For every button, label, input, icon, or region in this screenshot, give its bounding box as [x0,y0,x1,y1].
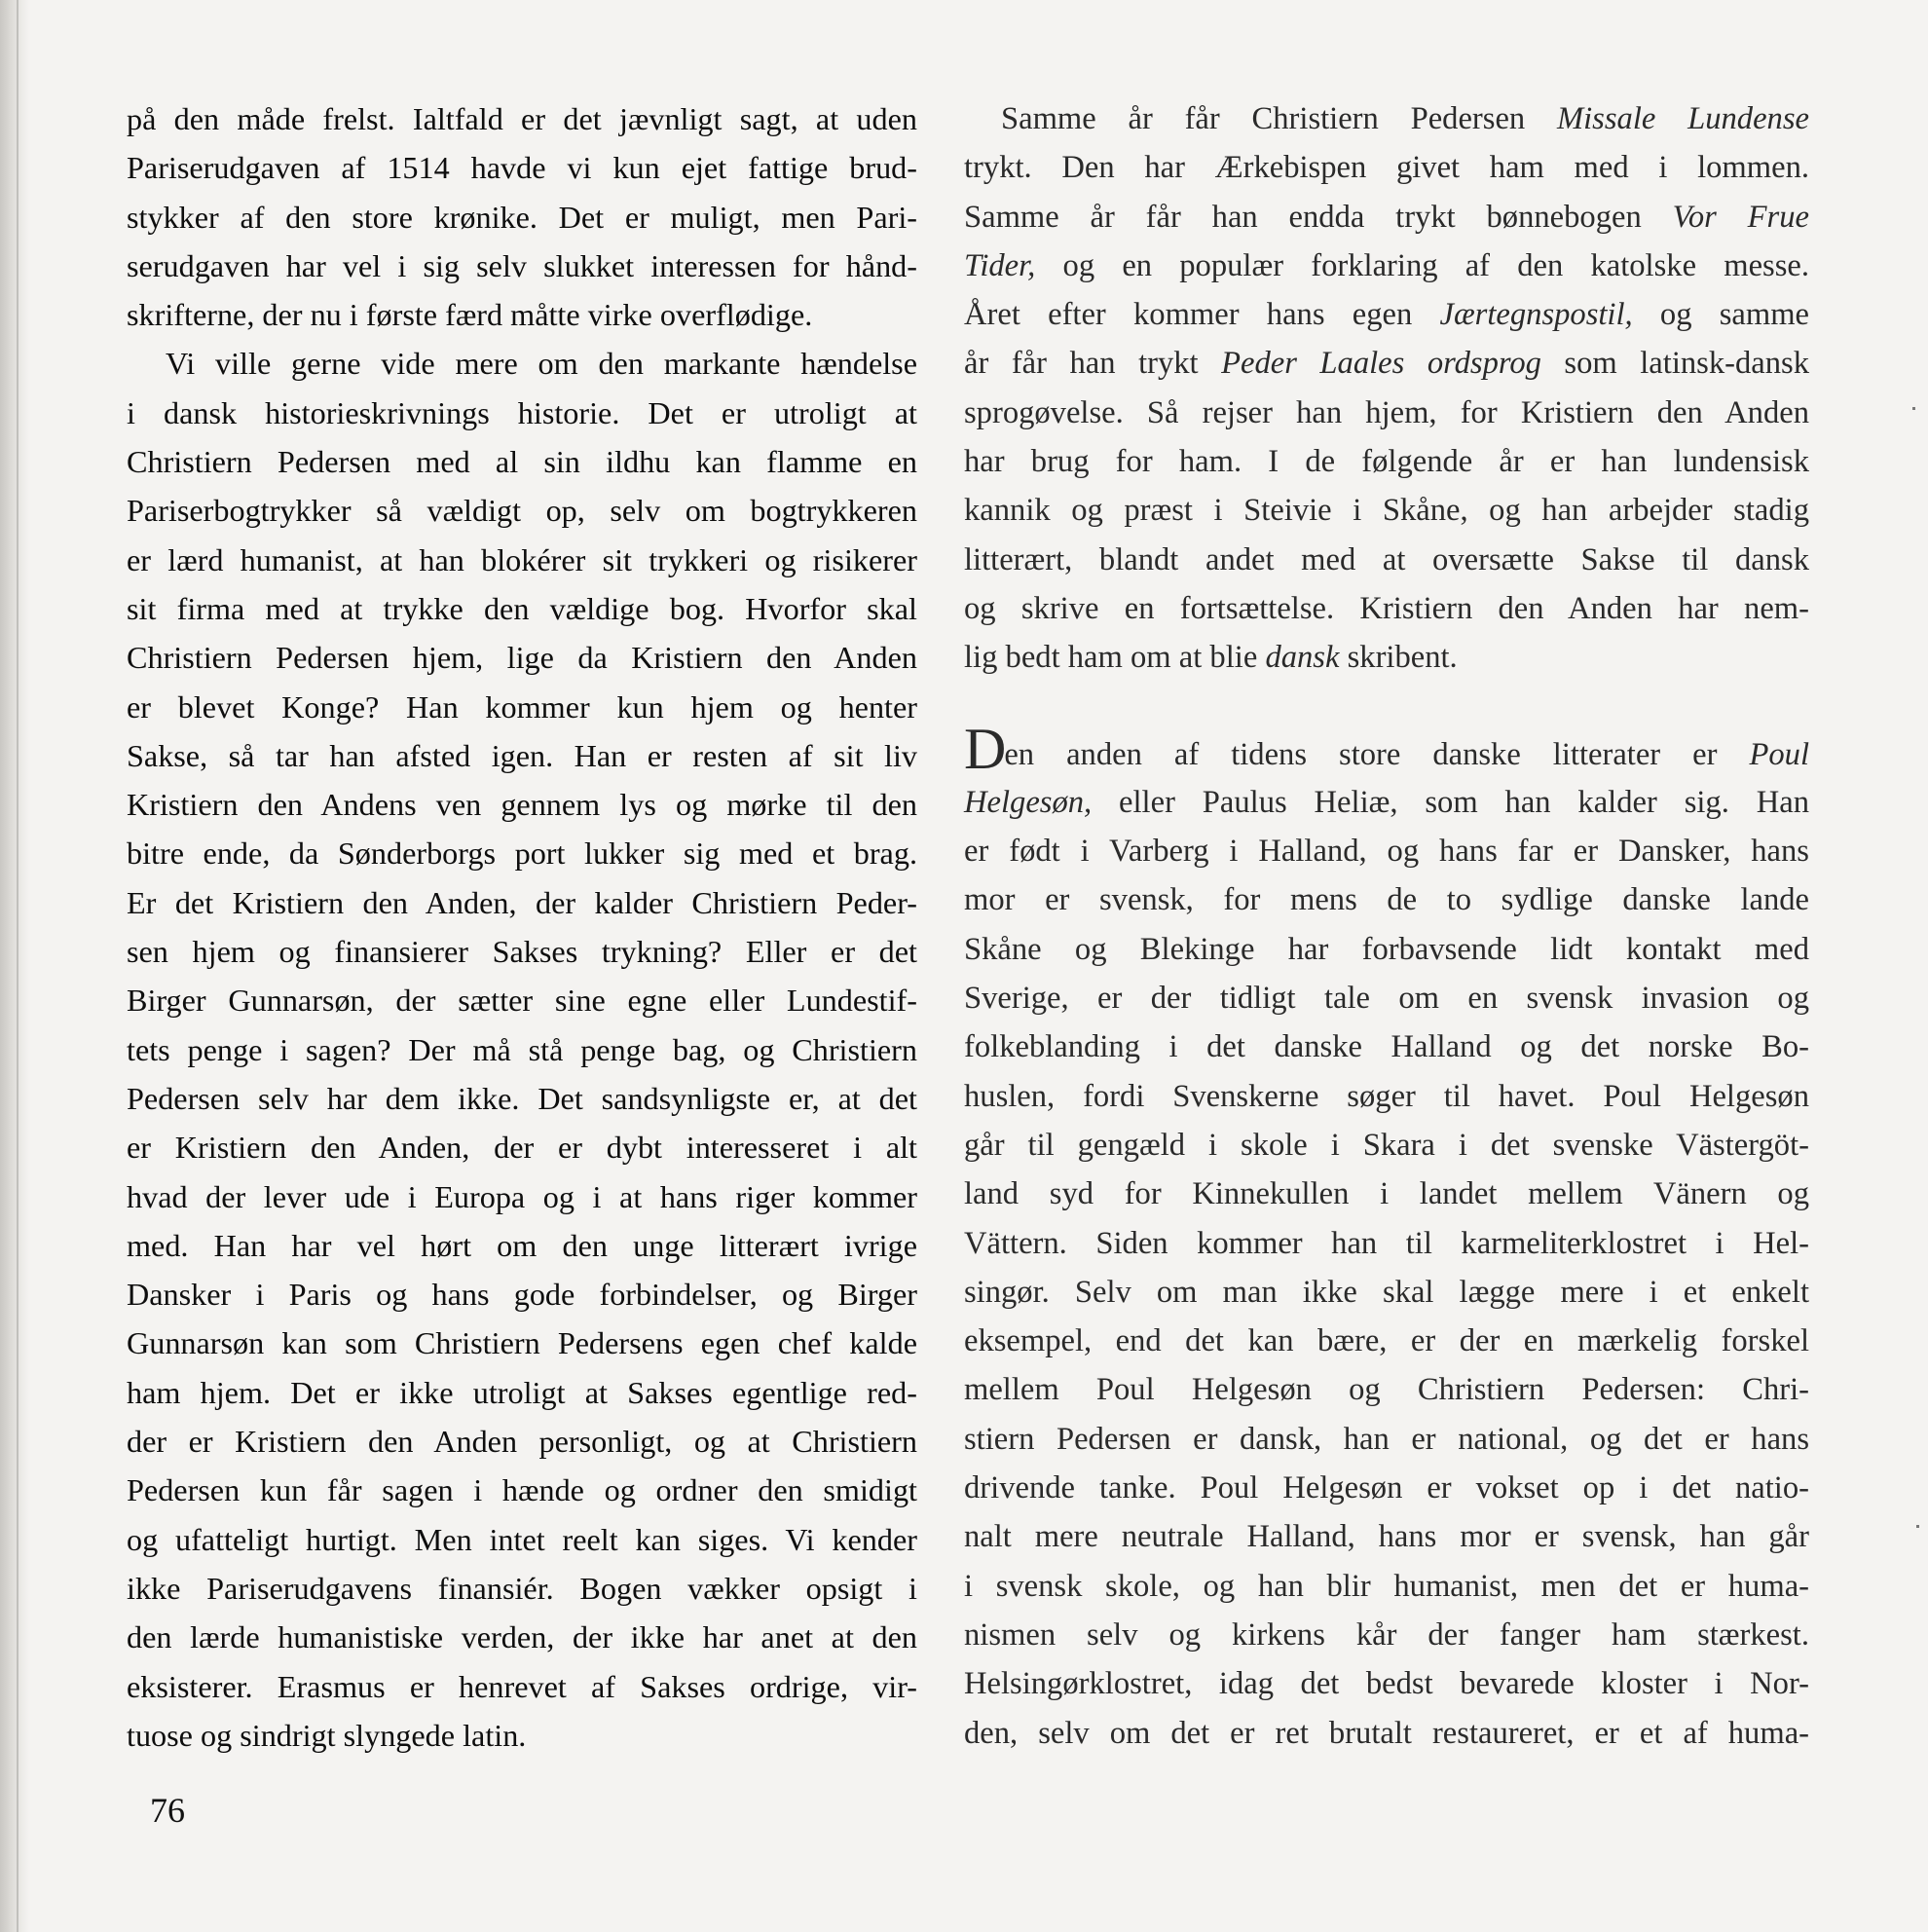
section-gap [964,683,1809,729]
text-line: på den måde frelst. Ialtfald er det jævnligt sagt, at uden [127,101,917,136]
text-line: sen hjem og finansierer Sakses trykning? Eller er det [127,934,917,970]
left-column-lines [127,94,917,1760]
book-spine-line [17,0,19,1932]
text-line: skrifterne, der nu i første færd måtte virke overflødige. [127,297,813,333]
text-line: Kristiern den Andens ven gennem lys og mørke til den [127,787,917,823]
book-gutter-shadow [0,0,29,1932]
text-line: Pedersen selv har dem ikke. Det sandsynligste er, at det [127,1080,917,1116]
text-line: Sverige, er der tidligt tale om en svensk invasion og [964,981,1809,1017]
text-line: nalt mere neutrale Halland, hans mor er svensk, han går [964,1519,1809,1555]
text-line: den lærde humanistiske verden, der ikke har anet at den [127,1619,917,1655]
text-line: i dansk historieskrivnings historie. Det er utroligt at [127,394,917,430]
text-line: er lærd humanist, at han blokérer sit trykkeri og risikerer [127,541,917,577]
text-line: tets penge i sagen? Der må stå penge bag, og Christiern [127,1031,917,1067]
text-line: Pariserbogtrykker så vældigt op, selv om bogtrykkeren [127,493,917,529]
text-line: mor er svensk, for mens de to sydlige danske lande [964,882,1809,918]
text-line: i svensk skole, og han blir humanist, men det er huma- [964,1568,1809,1604]
text-line: er Kristiern den Anden, der er dybt interesseret i alt [127,1130,917,1166]
text-line: der er Kristiern den Anden personligt, og at Christiern [127,1424,917,1460]
text-line: drivende tanke. Poul Helgesøn er vokset op i det natio- [964,1470,1809,1506]
text-line: er blevet Konge? Han kommer kun hjem og henter [127,688,917,724]
text-line: hvad der lever ude i Europa og i at hans riger kommer [127,1178,917,1214]
text-line: ham hjem. Det er ikke utroligt at Sakses egentlige red- [127,1374,917,1410]
text-line: litterært, blandt andet med at oversætte Sakse til dansk [964,541,1809,577]
text-line: sprogøvelse. Så rejser han hjem, for Kristiern den Anden [964,394,1809,430]
text-line: går til gengæld i skole i Skara i det svenske Västergöt- [964,1127,1809,1163]
text-line: og ufatteligt hurtigt. Men intet reelt kan siges. Vi kender [127,1521,917,1557]
text-line: Christiern Pedersen med al sin ildhu kan flamme en [127,444,917,480]
right-text-column [964,94,1809,1758]
text-line: mellem Poul Helgesøn og Christiern Pedersen: Chri- [964,1372,1809,1408]
text-line: folkeblanding i det danske Halland og det norske Bo- [964,1029,1809,1065]
left-text-column [127,94,917,1760]
text-line: Birger Gunnarsøn, der sætter sine egne eller Lundestif- [127,983,917,1019]
text-line: og skrive en fortsættelse. Kristiern den Anden har nem- [964,590,1809,626]
text-line: Samme år får Christiern Pedersen Missale Lundense [1001,101,1809,136]
text-line: singør. Selv om man ikke skal lægge mere i et enkelt [964,1274,1809,1310]
text-line: tuose og sindrigt slyngede latin. [127,1717,527,1753]
text-line: Samme år får han endda trykt bønnebogen Vor Frue [964,199,1809,235]
text-line: har brug for ham. I de følgende år er han lundensisk [964,444,1809,480]
paragraph-poul-helgesen [964,716,1809,1758]
text-line: Året efter kommer hans egen Jærtegnspostil, og samme [964,297,1809,333]
text-line: år får han trykt Peder Laales ordsprog som latinsk-dansk [964,346,1809,382]
text-line: Vi ville gerne vide mere om den markante hændelse [166,346,917,382]
text-line: Gunnarsøn kan som Christiern Pedersens egen chef kalde [127,1325,917,1361]
text-line: serudgaven har vel i sig selv slukket interessen for hånd- [127,247,917,283]
text-line: Sakse, så tar han afsted igen. Han er resten af sit liv [127,737,917,773]
text-line: stiern Pedersen er dansk, han er national, og det er hans [964,1421,1809,1457]
paragraph-printing [964,94,1809,683]
text-line: nismen selv og kirkens kår der fanger ham stærkest. [964,1616,1809,1653]
text-line: Dansker i Paris og hans gode forbindelser, og Birger [127,1277,917,1313]
scan-speck [1916,1525,1919,1528]
text-line: trykt. Den har Ærkebispen givet ham med i lommen. [964,150,1809,186]
text-line: Helsingørklostret, idag det bedst bevarede kloster i Nor- [964,1666,1809,1702]
scan-speck [1912,407,1915,410]
text-line: er født i Varberg i Halland, og hans far er Dansker, hans [964,834,1809,870]
text-line: huslen, fordi Svenskerne søger til havet. Poul Helgesøn [964,1078,1809,1114]
text-line: Christiern Pedersen hjem, lige da Kristiern den Anden [127,640,917,676]
text-line: lig bedt ham om at blie dansk skribent. [964,640,1458,676]
text-line: Vättern. Siden kommer han til karmeliterklostret i Hel- [964,1225,1809,1261]
text-line: land syd for Kinnekullen i landet mellem Vänern og [964,1176,1809,1212]
text-line: Er det Kristiern den Anden, der kalder Christiern Peder- [127,884,917,920]
text-line: Skåne og Blekinge har forbavsende lidt kontakt med [964,931,1809,967]
text-line: Pedersen kun får sagen i hænde og ordner den smidigt [127,1472,917,1508]
drop-cap: D [964,716,1005,781]
text-line: ikke Pariserudgavens finansiér. Bogen vækker opsigt i [127,1570,917,1606]
text-line: Tider, og en populær forklaring af den katolske messe. [964,247,1809,283]
text-line: Den anden af tidens store danske litterater er Poul [964,716,1809,781]
text-line: stykker af den store krønike. Det er muligt, men Pari- [127,199,917,235]
text-line: Helgesøn, eller Paulus Heliæ, som han kalder sig. Han [964,784,1809,820]
text-line: kannik og præst i Steivie i Skåne, og han arbejder stadig [964,493,1809,529]
text-line: den, selv om det er ret brutalt restaureret, er et af huma- [964,1715,1809,1751]
page-number: 76 [150,1791,185,1830]
text-line: sit firma med at trykke den vældige bog. Hvorfor skal [127,590,917,626]
right-column-lines [964,827,1809,1758]
text-line: med. Han har vel hørt om den unge litterært ivrige [127,1227,917,1263]
text-line: eksempel, end det kan bære, er der en mærkelig forskel [964,1323,1809,1359]
text-line: bitre ende, da Sønderborgs port lukker sig med et brag. [127,836,917,872]
text-line: eksisterer. Erasmus er henrevet af Sakses ordrige, vir- [127,1668,917,1704]
text-line: Pariserudgaven af 1514 havde vi kun ejet fattige brud- [127,150,917,186]
